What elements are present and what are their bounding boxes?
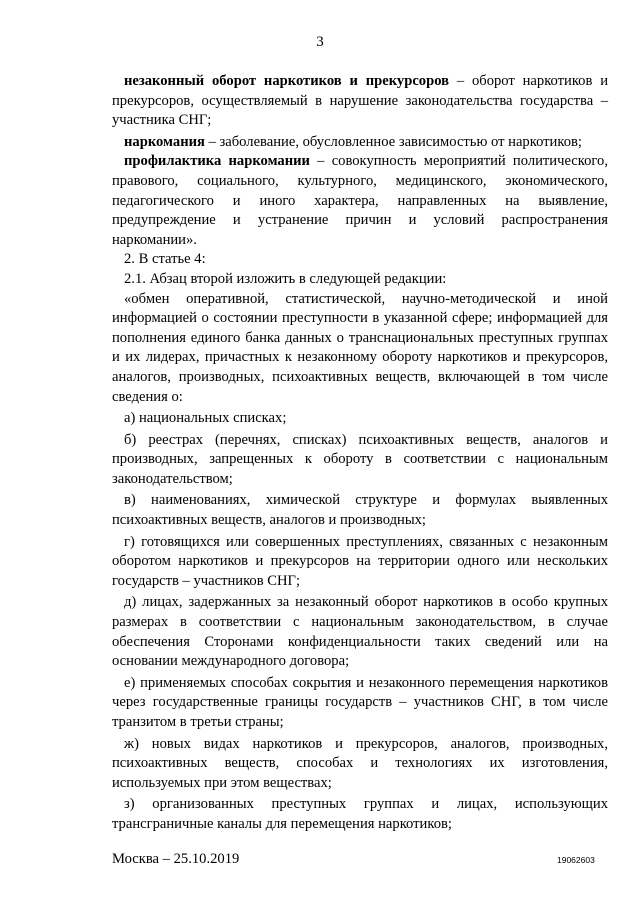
list-item: а) национальных списках;: [124, 410, 287, 427]
definition-term: наркомания: [124, 133, 205, 150]
definition-text: – заболевание, обусловленное зависимостью от наркотиков;: [204, 133, 582, 150]
list-item: е) применяемых способах сокрытия и незаконного перемещения наркотиков через государственные границы государств – участников СНГ, в том числе транзитом в третьи страны;: [112, 674, 608, 730]
list-item: г) готовящихся или совершенных преступлениях, связанных с незаконным оборотом наркотиков и прекурсоров на территории одного или нескольких государств – участников СНГ;: [112, 533, 608, 589]
definition-text: – совокупность мероприятий политического, правового, социального, культурного, медицинского, экономического, педагогического и иного характера, направленных на выявление, предупреждение и устранение причин и условий распространения наркомании».: [112, 153, 608, 248]
list-item: з) организованных преступных группах и лицах, использующих трансграничные каналы для перемещения наркотиков;: [112, 796, 608, 832]
list-item: ж) новых видах наркотиков и прекурсоров, аналогов, производных, психоактивных веществ, способах и технологиях их изготовления, используемых при этом веществах;: [112, 735, 608, 791]
list-item: в) наименованиях, химической структуре и формулах выявленных психоактивных веществ, аналогов и производных;: [112, 492, 608, 529]
definition-term: профилактика наркомании: [124, 153, 310, 170]
definition-drug-addiction: [112, 133, 608, 153]
definition-addiction-prevention: [112, 152, 608, 250]
list-item: б) реестрах (перечнях, списках) психоактивных веществ, аналогов и производных, запрещенных к обороту в соответствии с национальным законодательством;: [112, 431, 608, 487]
definition-text: – оборот наркотиков и прекурсоров, осуществляемый в нарушение законодательства государства – участника СНГ;: [112, 73, 609, 129]
point-2-1-heading: 2.1. Абзац второй изложить в следующей редакции:: [124, 270, 447, 287]
definition-term: незаконный оборот наркотиков и прекурсоров: [124, 73, 450, 89]
page-number: 3: [316, 34, 324, 50]
quote-intro-paragraph: «обмен оперативной, статистической, научно-методической и иной информацией о состоянии преступности в указанной сфере; информацией для пополнения единого банка данных о транснациональных преступных группах и их лидерах, причастных к незаконному обороту наркотиков и прекурсоров, аналогов, производных, психоактивных веществ, включающей в том числе сведения о:: [112, 290, 608, 405]
document-body: [112, 72, 608, 835]
point-2-heading: 2. В статье 4:: [124, 251, 206, 268]
definition-illicit-trafficking: [112, 72, 608, 131]
footer-city-date: Москва – 25.10.2019: [112, 851, 240, 867]
list-item: д) лицах, задержанных за незаконный оборот наркотиков в особо крупных размерах в соответствии с национальным законодательством, в случае обеспечения Сторонами конфиденциальности таких сведений или на основании международного договора;: [112, 594, 608, 670]
footer-document-code: 19062603: [557, 855, 595, 865]
